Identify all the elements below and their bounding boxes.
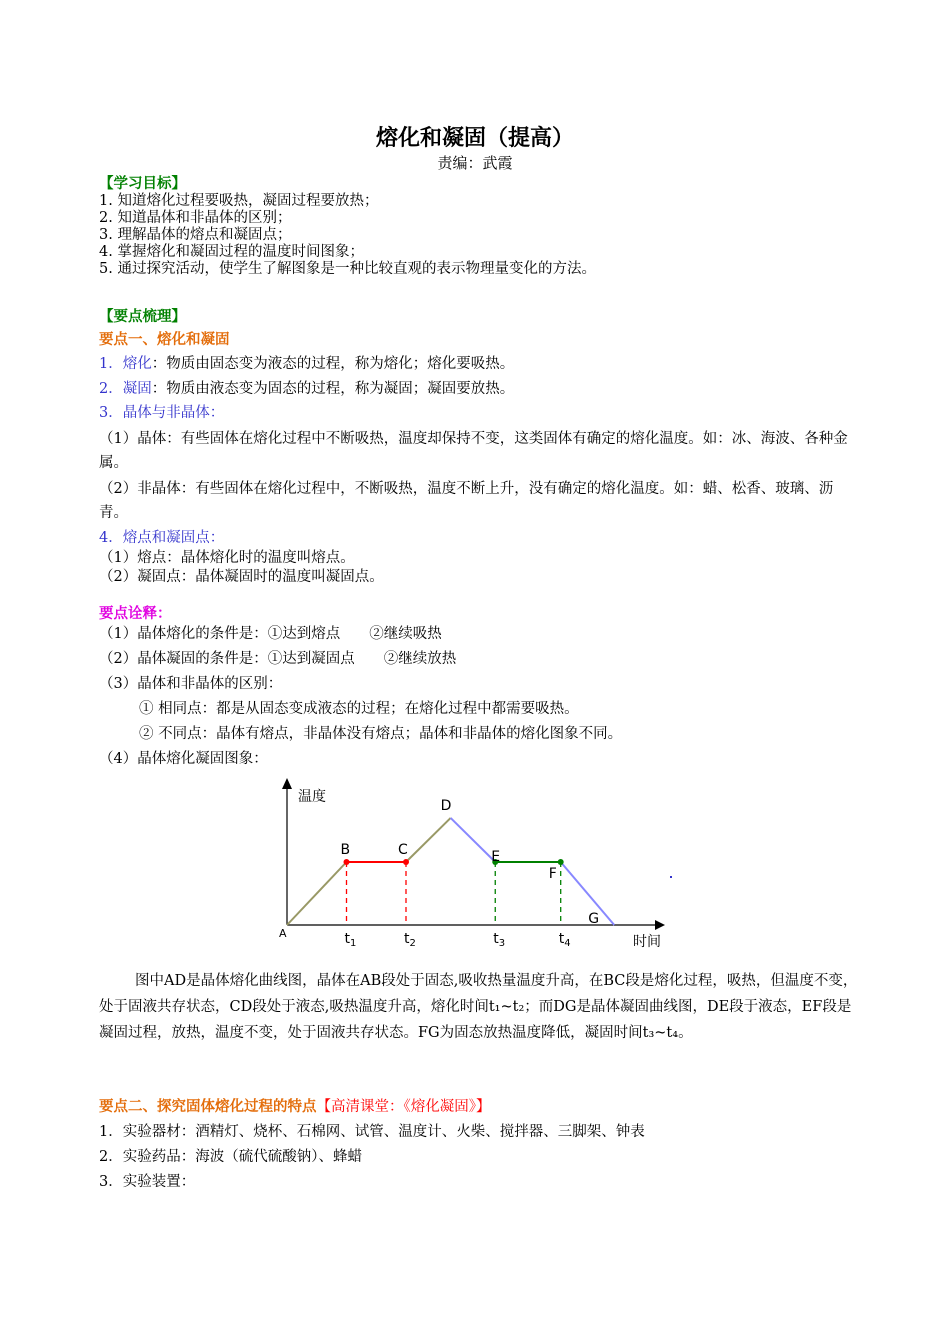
tick-label-t1: $t_1$ xyxy=(344,931,357,949)
item-number: 2． xyxy=(99,381,123,397)
y-axis-label: 温度 xyxy=(298,789,326,805)
apparatus-line: 3．实验装置： xyxy=(99,1174,196,1190)
term-solidifying: 凝固 xyxy=(122,381,152,397)
note-item: （4）晶体熔化凝固图象： xyxy=(99,751,268,767)
melting-point-heading: 4．熔点和凝固点： xyxy=(99,530,225,546)
chemicals-line: 2．实验药品：海波（硫代硫酸钠）、蜂蜡 xyxy=(99,1149,362,1165)
definition-text: ：物质由液态变为固态的过程，称为凝固；凝固要放热。 xyxy=(151,381,515,397)
freezing-point-text: （2）凝固点：晶体凝固时的温度叫凝固点。 xyxy=(99,569,384,585)
goal-item: 4. 掌握熔化和凝固过程的温度时间图象； xyxy=(99,244,364,260)
video-link[interactable]: 【高清课堂：《熔化凝固》】 xyxy=(316,1099,491,1115)
melting-solidifying-chart xyxy=(270,775,680,955)
note-item: （3）晶体和非晶体的区别： xyxy=(99,676,283,692)
goal-item: 3. 理解晶体的熔点和凝固点； xyxy=(99,227,292,243)
point-b xyxy=(344,859,350,865)
point-label-f: F xyxy=(548,866,557,882)
note-subitem: ② 不同点：晶体有熔点，非晶体没有熔点；晶体和非晶体的熔化图象不同。 xyxy=(139,726,623,742)
goal-item: 1. 知道熔化过程要吸热，凝固过程要放热； xyxy=(99,193,379,209)
x-axis-label: 时间 xyxy=(633,934,661,950)
page-title: 熔化和凝固（提高） xyxy=(375,126,574,151)
editor-line: 责编：武霞 xyxy=(437,154,513,172)
goals-heading: 【学习目标】 xyxy=(99,176,186,192)
crystal-heading: 3．晶体与非晶体： xyxy=(99,405,225,421)
tick-label-t4: $t_4$ xyxy=(558,931,571,949)
summary-heading: 【要点梳理】 xyxy=(99,309,186,325)
point-f xyxy=(558,859,564,865)
point-label-e: E xyxy=(491,849,501,865)
segment-de xyxy=(451,818,496,862)
crystal-paragraph: （1）晶体：有些固体在熔化过程中不断吸热，温度却保持不变，这类固体有确定的熔化温度。如：冰、海波、各种金属。 xyxy=(99,431,848,471)
definition-text: ：物质由固态变为液态的过程，称为熔化；熔化要吸热。 xyxy=(151,356,515,372)
note-subitem: ① 相同点：都是从固态变成液态的过程；在熔化过程中都需要吸热。 xyxy=(139,701,579,717)
point-label-c: C xyxy=(398,842,408,858)
point2-title: 要点二、探究固体熔化过程的特点 xyxy=(99,1099,317,1115)
point1-heading: 要点一、熔化和凝固 xyxy=(99,332,230,348)
x-axis-arrow xyxy=(655,920,665,930)
tick-label-t3: $t_3$ xyxy=(493,931,506,949)
point-label-g: G xyxy=(588,911,600,927)
point-c xyxy=(403,859,409,865)
segment-ab xyxy=(287,862,347,925)
point-label-a: A xyxy=(279,927,287,940)
notes-heading: 要点诠释： xyxy=(99,606,172,622)
amorphous-paragraph: （2）非晶体：有些固体在熔化过程中，不断吸热，温度不断上升，没有确定的熔化温度。如：蜡、松香、玻璃、沥青。 xyxy=(99,481,834,521)
solidifying-definition xyxy=(99,379,514,399)
point2-heading xyxy=(99,1097,491,1117)
chart-explanation: 图中AD是晶体熔化曲线图，晶体在AB段处于固态,吸收热量温度升高，在BC段是熔化过程，吸热，但温度不变，处于固液共存状态，CD段处于液态,吸热温度升高，熔化时间t₁~t₂；而DG是晶体凝固曲线图，DE段于液态，EF段是凝固过程，放热，温度不变，处于固液共存状态。FG为固态放热温度降低，凝固时间t₃~t₄。 xyxy=(99,973,858,1041)
item-number: 1． xyxy=(99,356,123,372)
note-item: （2）晶体凝固的条件是：①达到凝固点 ②继续放热 xyxy=(99,651,457,667)
goal-item: 2. 知道晶体和非晶体的区别； xyxy=(99,210,292,226)
point-label-d: D xyxy=(440,797,452,814)
melting-definition xyxy=(99,354,514,374)
note-item: （1）晶体熔化的条件是：①达到熔点 ②继续吸热 xyxy=(99,626,442,642)
equipment-line: 1．实验器材：酒精灯、烧杯、石棉网、试管、温度计、火柴、搅拌器、三脚架、钟表 xyxy=(99,1124,645,1140)
stray-dot xyxy=(670,876,672,878)
tick-label-t2: $t_2$ xyxy=(404,931,416,949)
melting-point-text: （1）熔点：晶体熔化时的温度叫熔点。 xyxy=(99,550,355,566)
segment-cd xyxy=(406,818,451,862)
goal-item: 5. 通过探究活动，使学生了解图象是一种比较直观的表示物理量变化的方法。 xyxy=(99,261,596,277)
y-axis-arrow xyxy=(282,778,292,789)
chart-axes xyxy=(282,778,665,950)
term-melting: 熔化 xyxy=(122,356,152,372)
point-label-b: B xyxy=(340,842,351,858)
